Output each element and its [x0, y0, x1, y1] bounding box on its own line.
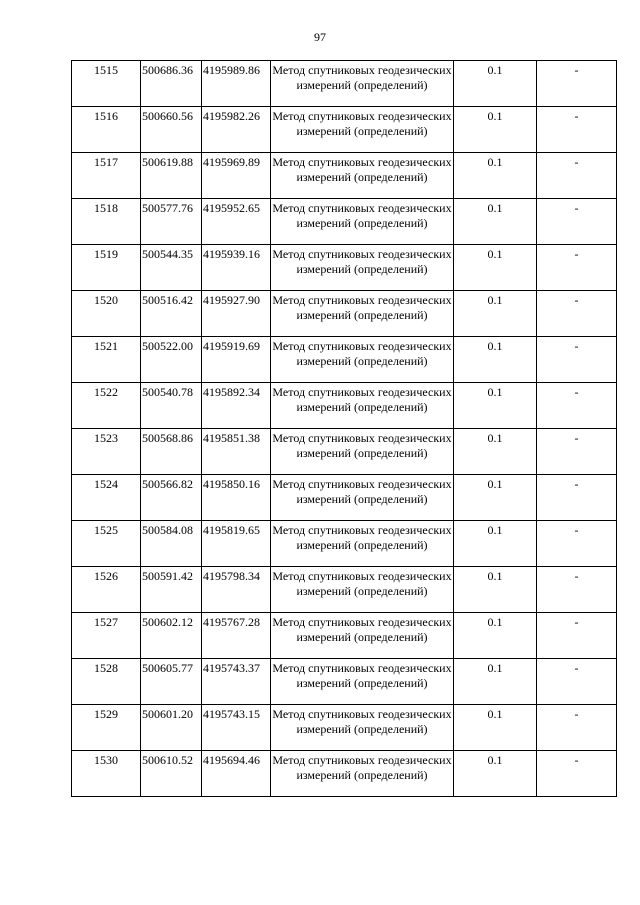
point-number-cell: 1521	[72, 337, 141, 383]
method-cell: Метод спутниковых геодезических измерений (определений)	[271, 751, 454, 797]
extra-cell: -	[537, 751, 617, 797]
y-coordinate-cell: 4195694.46	[202, 751, 271, 797]
point-number-cell: 1523	[72, 429, 141, 475]
accuracy-cell: 0.1	[454, 245, 537, 291]
x-coordinate-cell: 500605.77	[141, 659, 202, 705]
y-coordinate-cell: 4195919.69	[202, 337, 271, 383]
extra-cell: -	[537, 475, 617, 521]
point-number-cell: 1522	[72, 383, 141, 429]
table-row	[72, 567, 617, 613]
y-coordinate-cell: 4195850.16	[202, 475, 271, 521]
page-number: 97	[314, 30, 326, 44]
table-row	[72, 199, 617, 245]
extra-cell: -	[537, 705, 617, 751]
accuracy-cell: 0.1	[454, 429, 537, 475]
point-number-cell: 1518	[72, 199, 141, 245]
x-coordinate-cell: 500686.36	[141, 61, 202, 107]
method-cell: Метод спутниковых геодезических измерений (определений)	[271, 521, 454, 567]
point-number-cell: 1517	[72, 153, 141, 199]
extra-cell: -	[537, 521, 617, 567]
point-number-cell: 1530	[72, 751, 141, 797]
table-row	[72, 245, 617, 291]
y-coordinate-cell: 4195952.65	[202, 199, 271, 245]
point-number-cell: 1527	[72, 613, 141, 659]
accuracy-cell: 0.1	[454, 705, 537, 751]
y-coordinate-cell: 4195989.86	[202, 61, 271, 107]
y-coordinate-cell: 4195969.89	[202, 153, 271, 199]
y-coordinate-cell: 4195798.34	[202, 567, 271, 613]
x-coordinate-cell: 500516.42	[141, 291, 202, 337]
table-row	[72, 751, 617, 797]
table-row	[72, 291, 617, 337]
coordinates-table-body	[72, 61, 617, 797]
method-cell: Метод спутниковых геодезических измерений (определений)	[271, 475, 454, 521]
method-cell: Метод спутниковых геодезических измерений (определений)	[271, 337, 454, 383]
x-coordinate-cell: 500584.08	[141, 521, 202, 567]
method-cell: Метод спутниковых геодезических измерений (определений)	[271, 383, 454, 429]
y-coordinate-cell: 4195743.37	[202, 659, 271, 705]
accuracy-cell: 0.1	[454, 659, 537, 705]
x-coordinate-cell: 500660.56	[141, 107, 202, 153]
x-coordinate-cell: 500568.86	[141, 429, 202, 475]
method-cell: Метод спутниковых геодезических измерений (определений)	[271, 705, 454, 751]
accuracy-cell: 0.1	[454, 153, 537, 199]
extra-cell: -	[537, 613, 617, 659]
y-coordinate-cell: 4195982.26	[202, 107, 271, 153]
point-number-cell: 1515	[72, 61, 141, 107]
point-number-cell: 1519	[72, 245, 141, 291]
x-coordinate-cell: 500610.52	[141, 751, 202, 797]
accuracy-cell: 0.1	[454, 337, 537, 383]
accuracy-cell: 0.1	[454, 107, 537, 153]
table-row	[72, 475, 617, 521]
x-coordinate-cell: 500544.35	[141, 245, 202, 291]
extra-cell: -	[537, 61, 617, 107]
point-number-cell: 1529	[72, 705, 141, 751]
accuracy-cell: 0.1	[454, 751, 537, 797]
table-row	[72, 521, 617, 567]
method-cell: Метод спутниковых геодезических измерений (определений)	[271, 659, 454, 705]
extra-cell: -	[537, 429, 617, 475]
extra-cell: -	[537, 199, 617, 245]
point-number-cell: 1528	[72, 659, 141, 705]
method-cell: Метод спутниковых геодезических измерений (определений)	[271, 429, 454, 475]
method-cell: Метод спутниковых геодезических измерений (определений)	[271, 199, 454, 245]
accuracy-cell: 0.1	[454, 383, 537, 429]
table-row	[72, 429, 617, 475]
method-cell: Метод спутниковых геодезических измерений (определений)	[271, 61, 454, 107]
accuracy-cell: 0.1	[454, 61, 537, 107]
extra-cell: -	[537, 153, 617, 199]
table-row	[72, 337, 617, 383]
extra-cell: -	[537, 567, 617, 613]
table-row	[72, 613, 617, 659]
method-cell: Метод спутниковых геодезических измерений (определений)	[271, 107, 454, 153]
extra-cell: -	[537, 659, 617, 705]
point-number-cell: 1525	[72, 521, 141, 567]
accuracy-cell: 0.1	[454, 613, 537, 659]
method-cell: Метод спутниковых геодезических измерений (определений)	[271, 153, 454, 199]
point-number-cell: 1516	[72, 107, 141, 153]
extra-cell: -	[537, 107, 617, 153]
point-number-cell: 1520	[72, 291, 141, 337]
table-row	[72, 383, 617, 429]
accuracy-cell: 0.1	[454, 199, 537, 245]
coordinates-table	[71, 60, 617, 797]
accuracy-cell: 0.1	[454, 291, 537, 337]
x-coordinate-cell: 500577.76	[141, 199, 202, 245]
table-row	[72, 61, 617, 107]
method-cell: Метод спутниковых геодезических измерений (определений)	[271, 567, 454, 613]
accuracy-cell: 0.1	[454, 567, 537, 613]
y-coordinate-cell: 4195892.34	[202, 383, 271, 429]
method-cell: Метод спутниковых геодезических измерений (определений)	[271, 291, 454, 337]
method-cell: Метод спутниковых геодезических измерений (определений)	[271, 613, 454, 659]
x-coordinate-cell: 500566.82	[141, 475, 202, 521]
x-coordinate-cell: 500619.88	[141, 153, 202, 199]
x-coordinate-cell: 500591.42	[141, 567, 202, 613]
method-cell: Метод спутниковых геодезических измерений (определений)	[271, 245, 454, 291]
x-coordinate-cell: 500601.20	[141, 705, 202, 751]
y-coordinate-cell: 4195927.90	[202, 291, 271, 337]
table-row	[72, 659, 617, 705]
y-coordinate-cell: 4195851.38	[202, 429, 271, 475]
point-number-cell: 1524	[72, 475, 141, 521]
y-coordinate-cell: 4195819.65	[202, 521, 271, 567]
y-coordinate-cell: 4195743.15	[202, 705, 271, 751]
accuracy-cell: 0.1	[454, 475, 537, 521]
x-coordinate-cell: 500602.12	[141, 613, 202, 659]
x-coordinate-cell: 500522.00	[141, 337, 202, 383]
table-row	[72, 705, 617, 751]
extra-cell: -	[537, 291, 617, 337]
y-coordinate-cell: 4195939.16	[202, 245, 271, 291]
x-coordinate-cell: 500540.78	[141, 383, 202, 429]
y-coordinate-cell: 4195767.28	[202, 613, 271, 659]
extra-cell: -	[537, 245, 617, 291]
table-row	[72, 107, 617, 153]
table-row	[72, 153, 617, 199]
accuracy-cell: 0.1	[454, 521, 537, 567]
extra-cell: -	[537, 383, 617, 429]
point-number-cell: 1526	[72, 567, 141, 613]
extra-cell: -	[537, 337, 617, 383]
